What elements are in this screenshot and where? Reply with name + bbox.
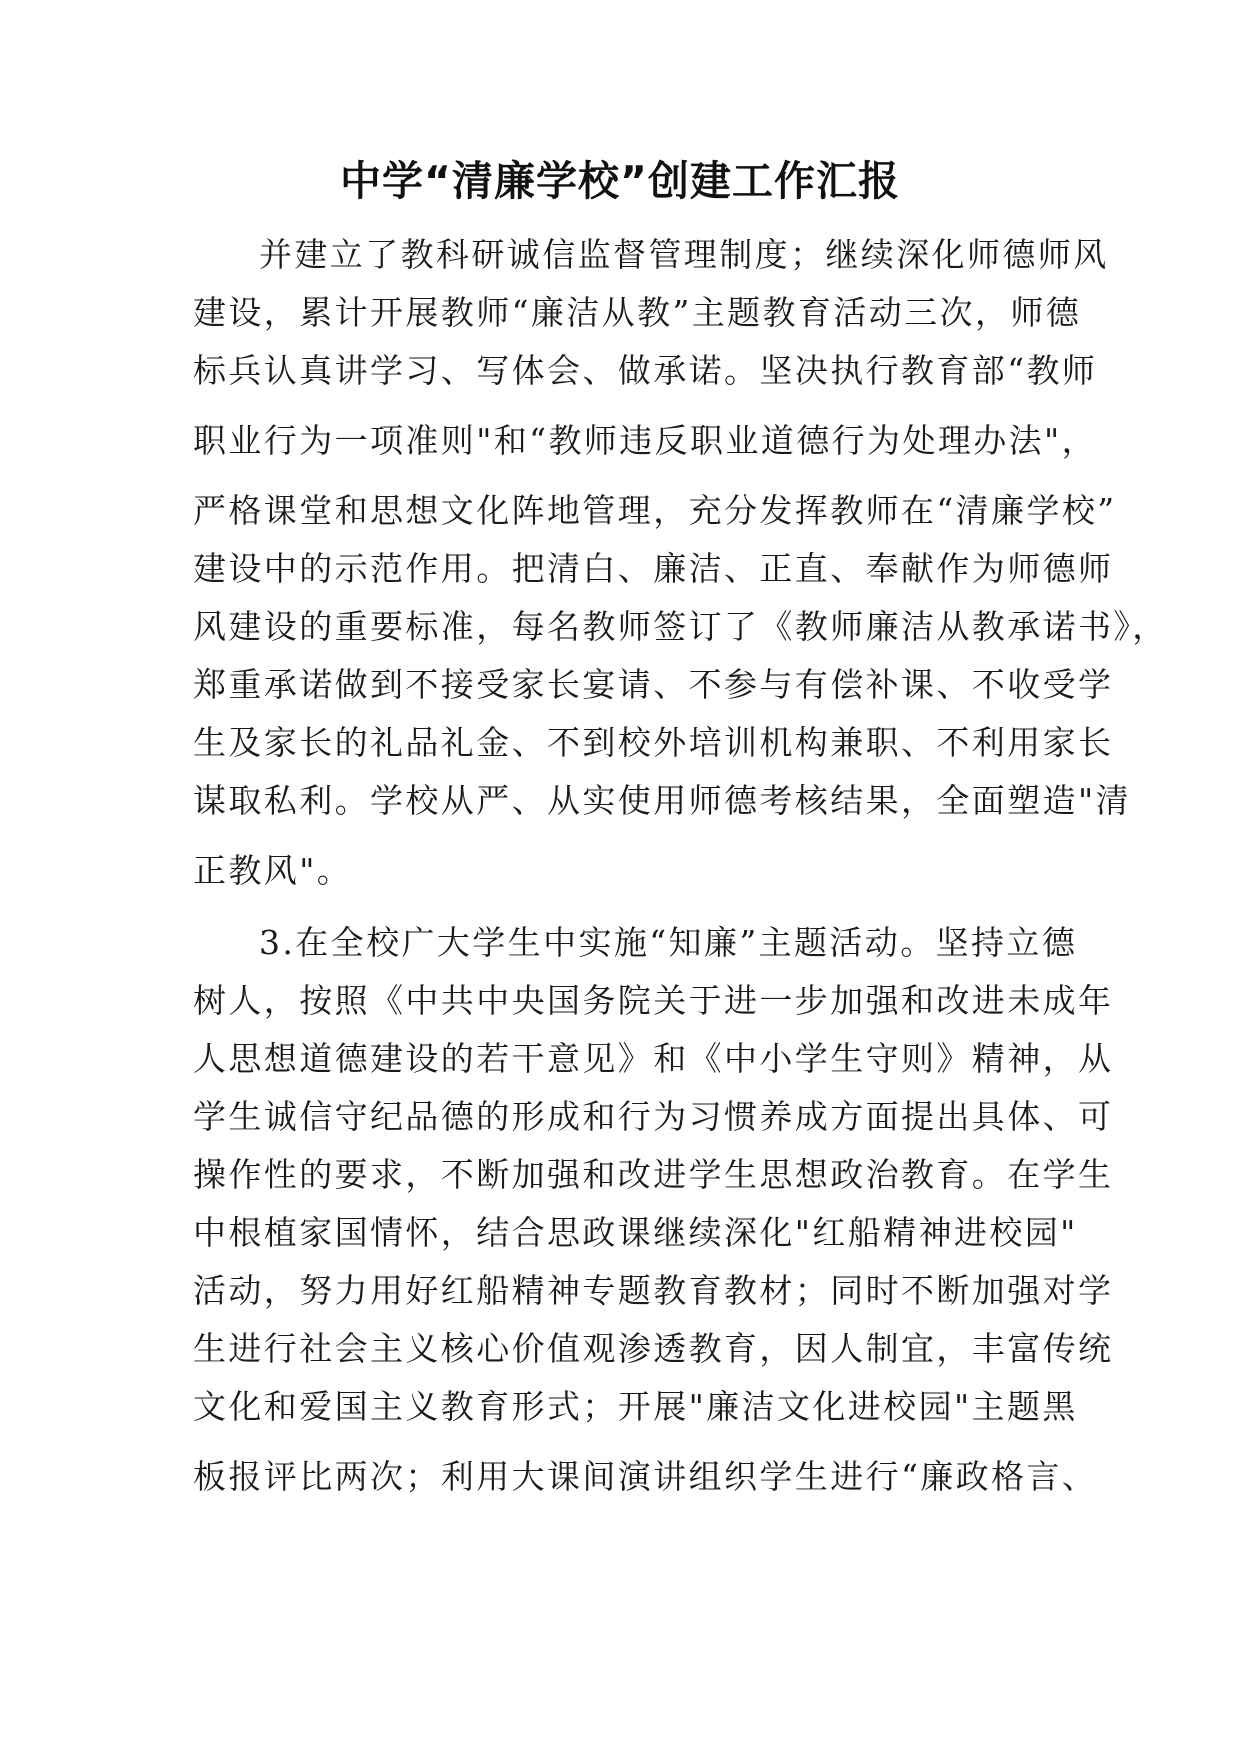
text-line: 职业行为一项准则"和“教师违反职业道德行为处理办法"， <box>193 421 1098 460</box>
text-line: 3.在全校广大学生中实施“知廉”主题活动。坚持立德 <box>259 923 1078 962</box>
paragraph-1 <box>193 226 1168 900</box>
text-line: 严格课堂和思想文化阵地管理，充分发挥教师在“清廉学校” <box>193 491 1117 530</box>
text-line: 郑重承诺做到不接受家长宴请、不参与有偿补课、不收受学 <box>193 665 1114 704</box>
text-line: 学生诚信守纪品德的形成和行为习惯养成方面提出具体、可 <box>193 1097 1114 1136</box>
text-line: 生及家长的礼品礼金、不到校外培训机构兼职、不利用家长 <box>193 723 1114 762</box>
text-line: 操作性的要求，不断加强和改进学生思想政治教育。在学生 <box>193 1155 1114 1194</box>
text-line: 生进行社会主义核心价值观渗透教育，因人制宜，丰富传统 <box>193 1329 1114 1368</box>
text-line: 文化和爱国主义教育形式；开展"廉洁文化进校园"主题黑 <box>193 1387 1078 1426</box>
text-line: 风建设的重要标准，每名教师签订了《教师廉洁从教承诺书》， <box>193 607 1168 646</box>
text-line: 树人，按照《中共中央国务院关于进一步加强和改进未成年 <box>193 981 1114 1020</box>
text-line: 建设，累计开展教师“廉洁从教”主题教育活动三次，师德 <box>193 293 1082 332</box>
document-title: 中学“清廉学校”创建工作汇报 <box>340 157 900 205</box>
text-line: 谋取私利。学校从严、从实使用师德考核结果，全面塑造"清 <box>193 781 1131 820</box>
text-line: 正教风"。 <box>193 851 353 890</box>
text-line: 板报评比两次；利用大课间演讲组织学生进行“廉政格言、 <box>193 1457 1098 1496</box>
document-body <box>193 226 1168 1506</box>
text-line: 活动，努力用好红船精神专题教育教材；同时不断加强对学 <box>193 1271 1114 1310</box>
text-line: 人思想道德建设的若干意见》和《中小学生守则》精神，从 <box>193 1039 1114 1078</box>
paragraph-2 <box>193 914 1114 1506</box>
text-line: 并建立了教科研诚信监督管理制度；继续深化师德师风 <box>259 235 1109 274</box>
text-line: 中根植家国情怀，结合思政课继续深化"红船精神进校园" <box>193 1213 1078 1252</box>
text-line: 标兵认真讲学习、写体会、做承诺。坚决执行教育部“教师 <box>193 351 1098 390</box>
text-line: 建设中的示范作用。把清白、廉洁、正直、奉献作为师德师 <box>193 549 1114 588</box>
